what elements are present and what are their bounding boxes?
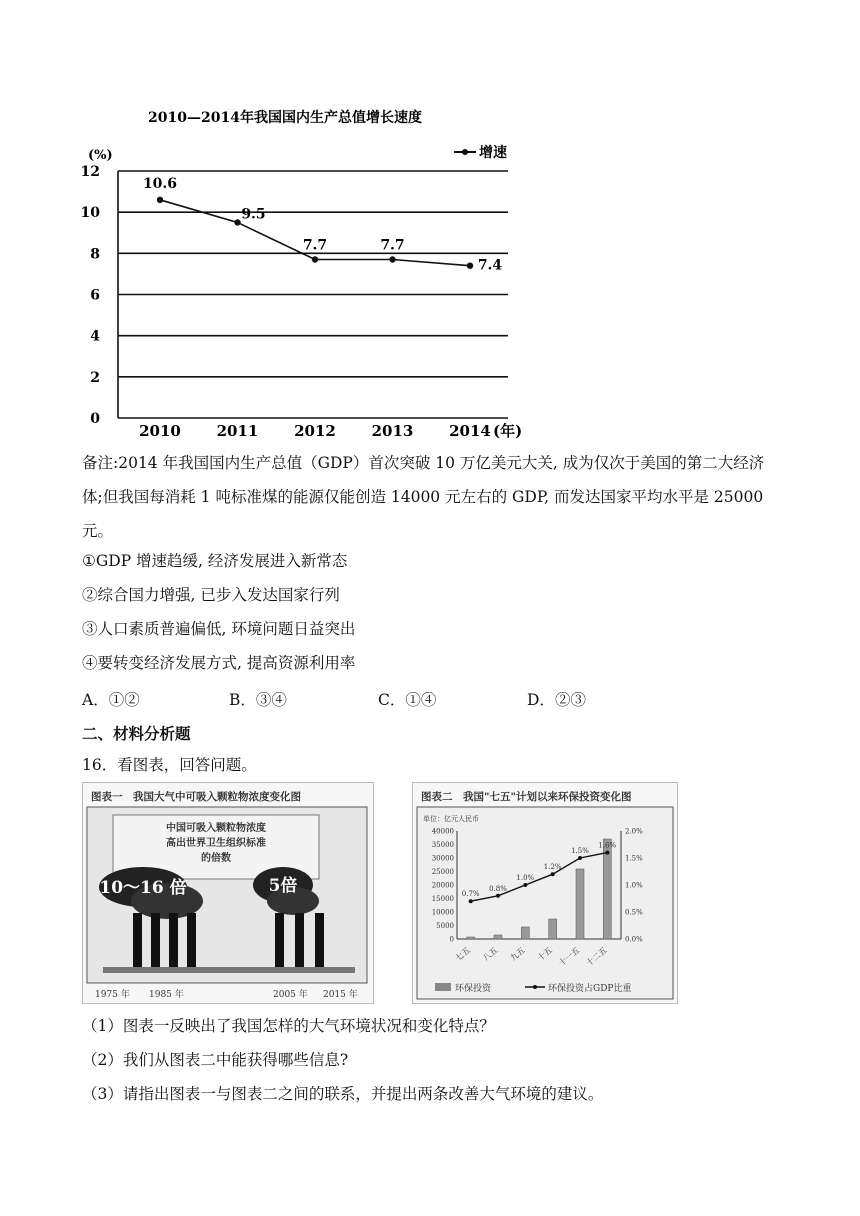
chimneys-right-icon (275, 913, 324, 969)
fig2-ratio-label: 1.0% (516, 874, 535, 882)
question-16: 16．看图表，回答问题。 (82, 756, 257, 774)
y-tick-0: 0 (90, 411, 100, 427)
y-tick-6: 6 (90, 287, 100, 304)
y-axis-unit: (%) (88, 148, 113, 163)
choice-b[interactable] (229, 688, 287, 710)
data-point-2012 (312, 256, 318, 262)
y-tick-12: 12 (80, 164, 100, 180)
fig2-ratio-label: 1.5% (571, 847, 589, 855)
x-tick-2011: 2011 (216, 422, 259, 440)
x-tick-2013: 2013 (371, 422, 414, 440)
fig2-category: 七五 (453, 945, 472, 963)
choice-d-letter: D． (527, 691, 555, 709)
statement-3: ③人口素质普遍偏低, 环境问题日益突出 (82, 620, 356, 638)
chart-title: 2010—2014年我国国内生产总值增长速度 (148, 110, 422, 126)
fig2-ratio-point (523, 883, 527, 887)
statement-4: ④要转变经济发展方式, 提高资源利用率 (82, 654, 356, 672)
statement-2: ②综合国力增强, 已步入发达国家行列 (82, 586, 340, 604)
sub-question-2: （2）我们从图表二中能获得哪些信息? (82, 1051, 349, 1069)
figure-1-year-1985: 1985 年 (149, 990, 184, 1000)
figure-1-caption-3: 的倍数 (201, 853, 231, 864)
choice-c-letter: C． (378, 691, 406, 709)
fig2-bar (467, 937, 475, 939)
figure-1-caption-1: 中国可吸入颗粒物浓度 (166, 823, 266, 834)
fig2-ratio-point (578, 856, 582, 860)
fig2-ratio-point (496, 894, 500, 898)
fig2-ratio-point (551, 872, 555, 876)
gdp-growth-chart (78, 98, 528, 446)
choice-a-text: ①② (108, 691, 140, 709)
fig2-left-tick: 15000 (431, 895, 454, 903)
fig2-ratio-label: 1.6% (598, 841, 617, 850)
figure-1-title: 图表一 我国大气中可吸入颗粒物浓度变化图 (91, 791, 301, 803)
figure-1-big-right: 5倍 (268, 876, 298, 896)
fig2-bar (521, 927, 529, 939)
sub-question-3: （3）请指出图表一与图表二之间的联系，并提出两条改善大气环境的建议。 (82, 1085, 604, 1103)
fig2-left-tick: 35000 (431, 841, 454, 849)
fig2-bar (494, 935, 502, 939)
choice-d[interactable] (527, 688, 586, 710)
choice-c[interactable] (378, 688, 436, 710)
figure-1-particulate (82, 782, 374, 1004)
fig2-left-tick: 0 (449, 935, 454, 944)
data-point-2013 (389, 256, 395, 262)
sub-question-1: （1）图表一反映出了我国怎样的大气环境状况和变化特点？ (82, 1017, 495, 1035)
x-tick-2014: 2014 (449, 422, 491, 440)
y-tick-2: 2 (90, 369, 100, 386)
fig2-category: 十一五 (557, 945, 582, 968)
fig2-left-tick: 25000 (431, 868, 454, 876)
figure-2-unit: 单位：亿元人民币 (423, 815, 479, 823)
figure-2-title: 图表二 我国"七五"计划以来环保投资变化图 (421, 791, 632, 803)
figure-2-investment (412, 782, 678, 1004)
data-point-2014 (467, 262, 473, 268)
figure-1-big-left: 10～16 倍 (99, 878, 187, 898)
figure-1-drawing (83, 783, 373, 1003)
fig2-category: 九五 (508, 945, 527, 963)
data-label-2013: 7.7 (380, 237, 405, 254)
choice-b-text: ③④ (255, 691, 287, 709)
fig2-category: 八五 (481, 945, 500, 963)
statement-1: ①GDP 增速趋缓, 经济发展进入新常态 (82, 552, 348, 570)
choice-c-text: ①④ (405, 691, 437, 709)
legend-dot-icon-2 (533, 985, 537, 989)
figure-2-drawing (413, 783, 677, 1003)
fig2-ratio-label: 1.2% (543, 863, 562, 872)
x-tick-2012: 2012 (294, 422, 336, 440)
data-label-2010: 10.6 (142, 175, 178, 192)
figure-1-year-2005: 2005 年 (273, 990, 308, 1000)
choice-a[interactable] (82, 688, 140, 710)
series-line-growth (160, 200, 470, 266)
fig2-category: 十二五 (584, 945, 609, 968)
y-tick-10: 10 (80, 205, 100, 222)
data-label-2014: 7.4 (477, 257, 503, 274)
fig2-ratio-point (469, 899, 473, 903)
fig2-left-tick: 10000 (431, 908, 454, 917)
y-tick-8: 8 (90, 246, 100, 263)
data-label-2011: 9.5 (241, 206, 266, 223)
fig2-ratio-label: 0.7% (461, 890, 480, 899)
fig2-bar (576, 869, 584, 939)
fig2-left-tick: 5000 (436, 922, 454, 930)
fig2-ratio-point (605, 851, 609, 855)
legend-line-label: 环保投资占GDP比重 (548, 984, 632, 994)
figure-1-year-1975: 1975 年 (95, 990, 130, 1000)
y-tick-4: 4 (90, 328, 100, 345)
choice-d-text: ②③ (554, 691, 586, 709)
figure-1-caption-2: 高出世界卫生组织标准 (166, 838, 266, 849)
data-label-2012: 7.7 (302, 237, 328, 254)
legend (454, 144, 507, 161)
section-heading: 二、材料分析题 (82, 724, 191, 743)
data-point-2010 (157, 197, 163, 203)
legend-bar-icon (435, 983, 451, 991)
choice-a-letter: A． (82, 691, 109, 709)
fig2-right-tick: 1.5% (625, 854, 643, 863)
fig2-left-tick: 20000 (431, 881, 454, 890)
fig2-left-tick: 40000 (431, 827, 454, 836)
legend-bar-label: 环保投资 (455, 984, 492, 994)
data-point-2011 (234, 219, 240, 225)
figure-1-year-2015: 2015 年 (323, 990, 358, 1000)
fig2-right-tick: 0.0% (625, 935, 643, 944)
legend-marker-icon (462, 149, 468, 155)
x-tick-2010: 2010 (139, 422, 181, 440)
fig2-left-tick: 30000 (431, 854, 454, 863)
chart-note: 备注:2014 年我国国内生产总值（GDP）首次突破 10 万亿美元大关, 成为仅次于美国的第二大经济体;但我国每消耗 1 吨标准煤的能源仅能创造 14000 元左右的 GDP, 而发达国家平均水平是 25000 元。 (82, 454, 765, 540)
fig2-category: 十五 (535, 945, 554, 963)
fig2-right-tick: 2.0% (625, 827, 643, 836)
fig2-right-tick: 0.5% (625, 908, 643, 917)
fig2-bar (549, 919, 557, 939)
x-axis-unit: (年) (493, 422, 523, 440)
fig2-ratio-label: 0.8% (489, 884, 507, 893)
fig2-right-tick: 1.0% (625, 881, 643, 890)
legend-label: 增速 (479, 145, 507, 161)
choice-b-letter: B． (229, 691, 256, 709)
